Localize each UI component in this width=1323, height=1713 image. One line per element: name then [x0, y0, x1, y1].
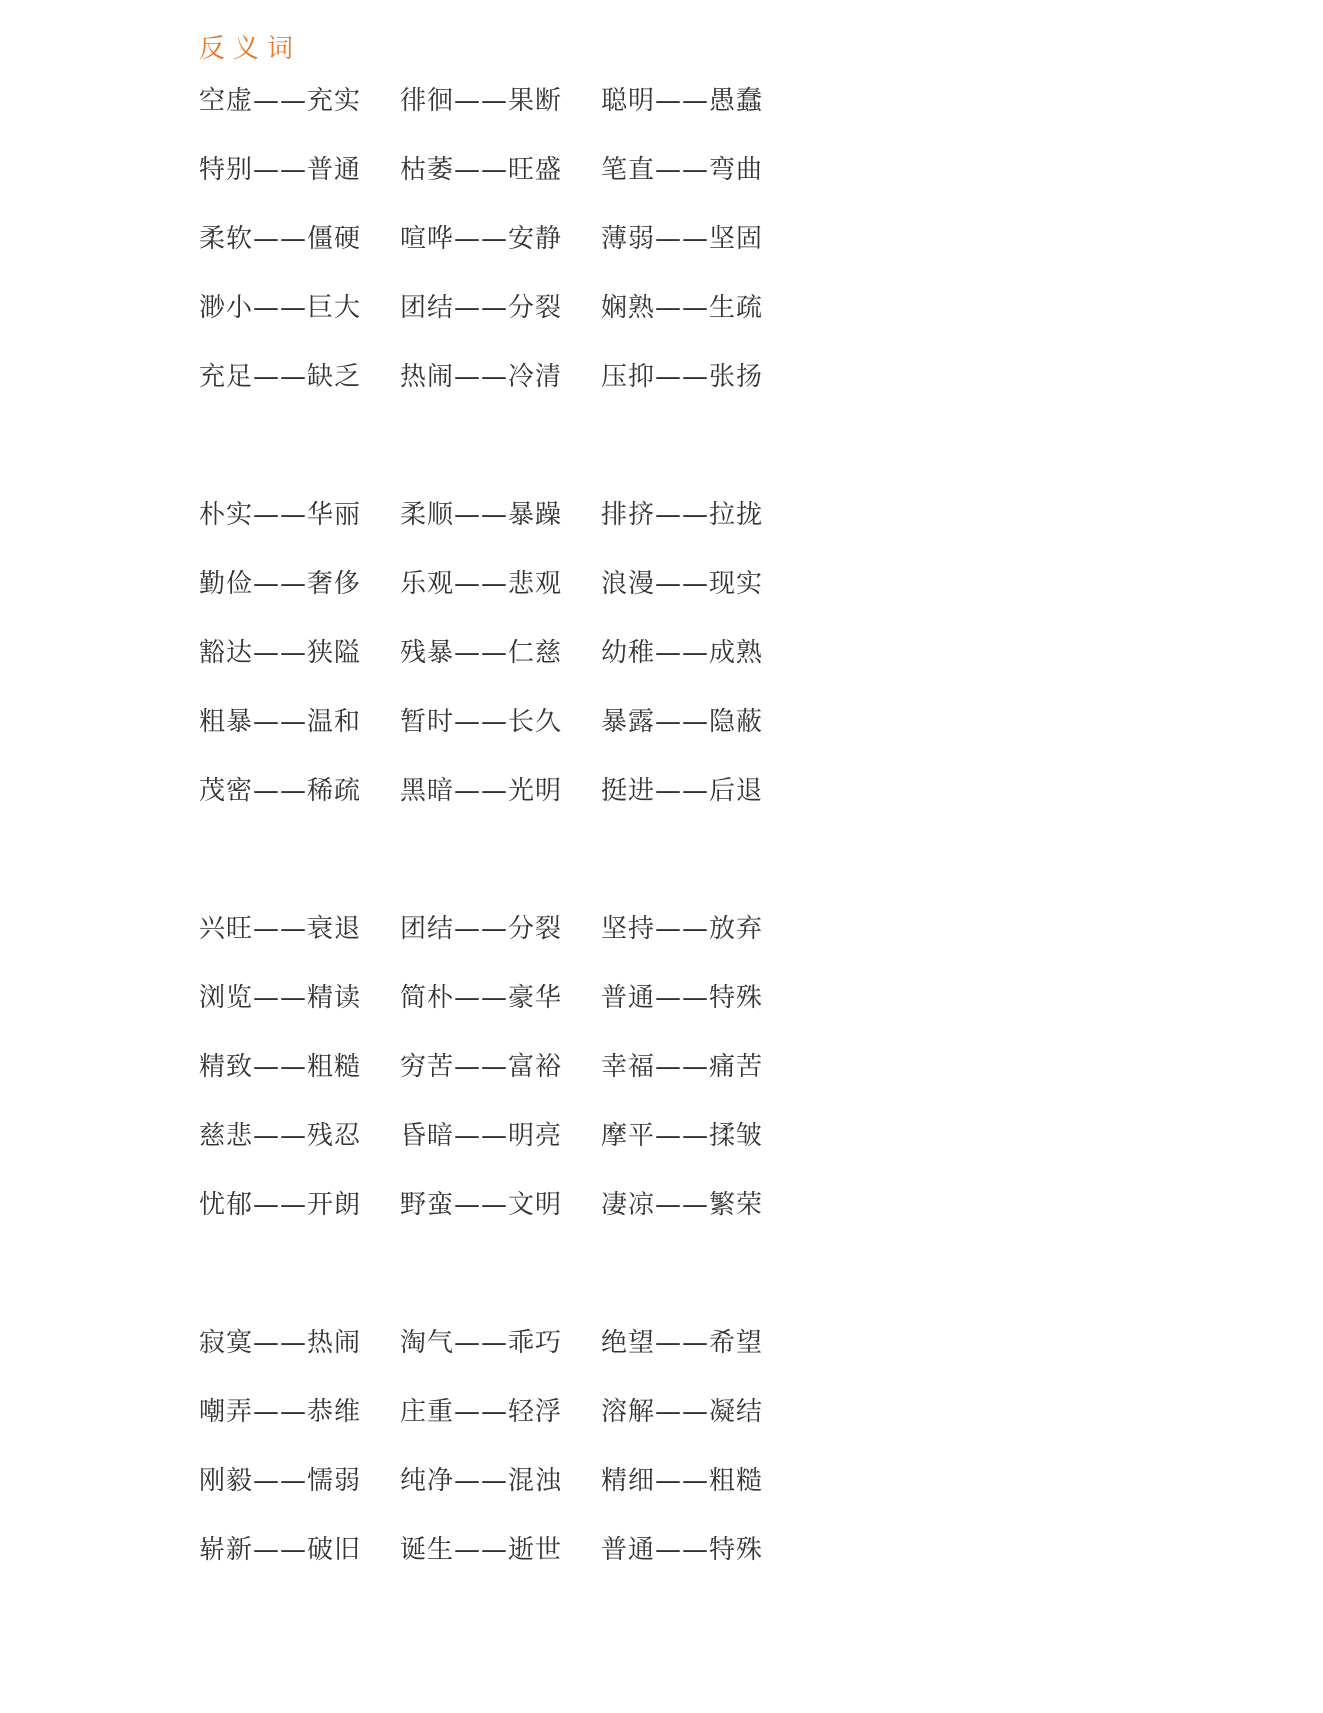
antonym-pair: 残暴——仁慈 — [400, 638, 563, 668]
antonym-pair: 团结——分裂 — [400, 914, 563, 944]
antonym-pair: 精细——粗糙 — [601, 1466, 764, 1496]
antonym-pair: 热闹——冷清 — [400, 362, 563, 392]
antonym-row — [199, 1533, 802, 1602]
antonym-pair: 野蛮——文明 — [400, 1190, 563, 1220]
antonym-pair: 庄重——轻浮 — [400, 1397, 563, 1427]
antonym-pair: 聪明——愚蠢 — [601, 86, 764, 116]
antonym-pair: 压抑——张扬 — [601, 362, 764, 392]
antonym-pair: 排挤——拉拢 — [601, 500, 764, 530]
antonym-group — [199, 498, 802, 843]
antonym-pair: 暂时——长久 — [400, 707, 563, 737]
antonym-row — [199, 774, 802, 843]
antonym-pair: 乐观——悲观 — [400, 569, 563, 599]
antonym-row — [199, 222, 802, 291]
antonym-group — [199, 84, 802, 429]
antonym-pair: 渺小——巨大 — [199, 293, 362, 323]
antonym-pair: 枯萎——旺盛 — [400, 155, 563, 185]
antonym-row — [199, 912, 802, 981]
antonym-pair: 空虚——充实 — [199, 86, 362, 116]
antonym-pair: 兴旺——衰退 — [199, 914, 362, 944]
antonym-pair: 特别——普通 — [199, 155, 362, 185]
antonym-pair: 诞生——逝世 — [400, 1535, 563, 1565]
antonym-pair: 摩平——揉皱 — [601, 1121, 764, 1151]
antonym-pair: 凄凉——繁荣 — [601, 1190, 764, 1220]
antonym-pair: 浏览——精读 — [199, 983, 362, 1013]
antonym-pair: 绝望——希望 — [601, 1328, 764, 1358]
antonym-pair: 淘气——乖巧 — [400, 1328, 563, 1358]
antonym-pair: 昏暗——明亮 — [400, 1121, 563, 1151]
antonym-pair: 溶解——凝结 — [601, 1397, 764, 1427]
antonym-row — [199, 498, 802, 567]
section-title: 反义词 — [199, 34, 302, 64]
antonym-pair: 粗暴——温和 — [199, 707, 362, 737]
antonym-pair: 团结——分裂 — [400, 293, 563, 323]
antonym-pair: 暴露——隐蔽 — [601, 707, 764, 737]
antonym-pair: 豁达——狭隘 — [199, 638, 362, 668]
antonym-pair: 坚持——放弃 — [601, 914, 764, 944]
antonym-row — [199, 567, 802, 636]
antonym-pair: 柔软——僵硬 — [199, 224, 362, 254]
antonym-pair: 充足——缺乏 — [199, 362, 362, 392]
antonym-pair: 崭新——破旧 — [199, 1535, 362, 1565]
antonym-pair: 挺进——后退 — [601, 776, 764, 806]
document-content — [199, 32, 802, 1602]
antonym-pair: 慈悲——残忍 — [199, 1121, 362, 1151]
antonym-pair: 普通——特殊 — [601, 983, 764, 1013]
antonym-row — [199, 291, 802, 360]
antonym-group — [199, 912, 802, 1257]
antonym-row — [199, 1188, 802, 1257]
antonym-pair: 勤俭——奢侈 — [199, 569, 362, 599]
antonym-pair: 寂寞——热闹 — [199, 1328, 362, 1358]
antonym-row — [199, 1326, 802, 1395]
antonym-pair: 黑暗——光明 — [400, 776, 563, 806]
antonym-row — [199, 84, 802, 153]
antonym-pair: 浪漫——现实 — [601, 569, 764, 599]
antonym-row — [199, 153, 802, 222]
antonym-pair: 纯净——混浊 — [400, 1466, 563, 1496]
antonym-row — [199, 705, 802, 774]
antonym-pair: 薄弱——坚固 — [601, 224, 764, 254]
antonym-pair: 简朴——豪华 — [400, 983, 563, 1013]
antonym-pair: 笔直——弯曲 — [601, 155, 764, 185]
antonym-pair: 柔顺——暴躁 — [400, 500, 563, 530]
antonym-row — [199, 1395, 802, 1464]
antonym-group — [199, 1326, 802, 1602]
antonym-row — [199, 636, 802, 705]
antonym-pair: 朴实——华丽 — [199, 500, 362, 530]
antonym-pair: 娴熟——生疏 — [601, 293, 764, 323]
antonym-pair: 普通——特殊 — [601, 1535, 764, 1565]
antonym-pair: 刚毅——懦弱 — [199, 1466, 362, 1496]
antonym-row — [199, 1464, 802, 1533]
antonym-groups — [199, 84, 802, 1602]
antonym-row — [199, 360, 802, 429]
antonym-pair: 徘徊——果断 — [400, 86, 563, 116]
antonym-pair: 喧哗——安静 — [400, 224, 563, 254]
antonym-row — [199, 1119, 802, 1188]
antonym-pair: 茂密——稀疏 — [199, 776, 362, 806]
antonym-row — [199, 981, 802, 1050]
antonym-pair: 忧郁——开朗 — [199, 1190, 362, 1220]
antonym-pair: 精致——粗糙 — [199, 1052, 362, 1082]
antonym-pair: 穷苦——富裕 — [400, 1052, 563, 1082]
antonym-pair: 幸福——痛苦 — [601, 1052, 764, 1082]
antonym-row — [199, 1050, 802, 1119]
antonym-pair: 嘲弄——恭维 — [199, 1397, 362, 1427]
antonym-pair: 幼稚——成熟 — [601, 638, 764, 668]
